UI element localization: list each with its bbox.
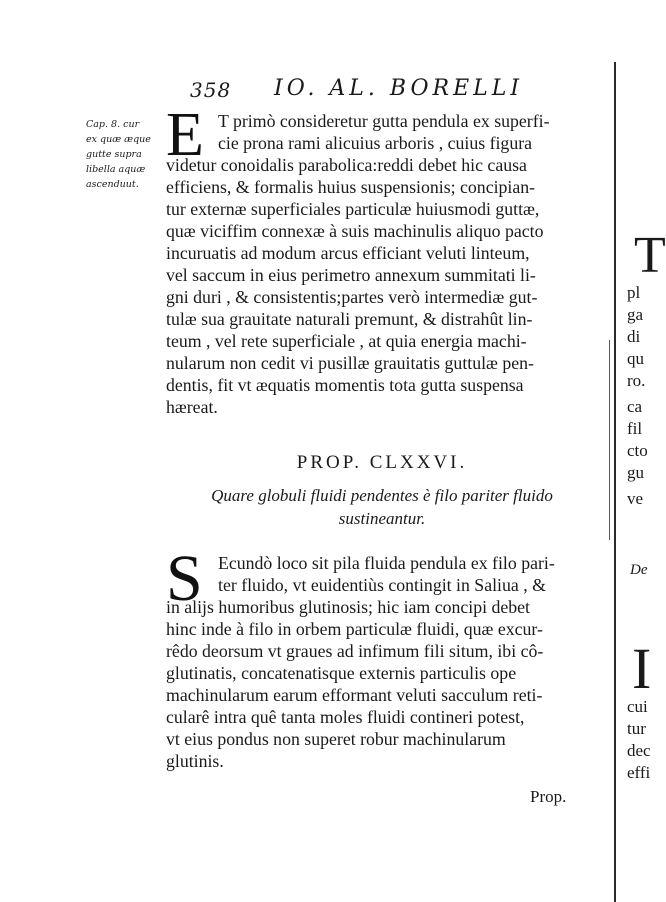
text-line: vt eius pondus non superet robur machinularum [166, 729, 506, 749]
drop-cap-s: S [166, 542, 203, 615]
catchword: Prop. [530, 787, 567, 806]
facing-fragment: di [627, 327, 641, 346]
text-line: incuruatis ad modum arcus efficiant veluti linteum, [166, 243, 530, 263]
text-line: quæ viciffim connexæ à suis machinulis aliquo pacto [166, 221, 544, 241]
facing-fragment: gu [627, 463, 644, 482]
marginal-note [86, 117, 162, 192]
text-line: efficiens, & formalis huius suspensionis; concipian- [166, 177, 536, 197]
facing-fragment: ve [627, 489, 644, 508]
text-line: videtur conoidalis parabolica:reddi debet hic causa [166, 155, 527, 175]
facing-drop-cap-t: T [634, 227, 666, 284]
text-line: rêdo deorsum vt graues ad infimum fili situm, ibi cô- [166, 641, 544, 661]
facing-fragment: pl [627, 283, 641, 302]
proposition-heading: PROP. CLXXVI. [296, 452, 468, 473]
text-line: T primò consideretur gutta pendula ex superfi- [218, 111, 550, 131]
drop-cap-e: E [166, 101, 204, 169]
text-line: cie prona rami alicuius arboris , cuius figura [218, 133, 533, 153]
running-title: IO. AL. BORELLI [274, 76, 524, 101]
text-line: vel saccum in eius perimetro annexum summitati li- [166, 265, 536, 285]
text-line: ter fluido, vt euidentiùs contingit in Saliua , & [218, 575, 546, 595]
text-line: hinc inde à filo in orbem particulæ fluidi, quæ excur- [166, 619, 543, 639]
text-line: cularê intra quê tanta moles fluidi contineri potest, [166, 707, 525, 727]
facing-fragment: qu [627, 349, 644, 368]
text-line: in alijs humoribus glutinosis; hic iam concipi debet [166, 597, 530, 617]
text-line: teum , vel rete superficiale , at quia energia machi- [166, 331, 527, 351]
text-line: tulæ sua grauitate naturali premunt, & distrahût lin- [166, 309, 533, 329]
proposition-subtitle [166, 484, 598, 530]
marginal-note-line: Cap. 8. cur [86, 119, 140, 130]
facing-drop-cap-i: I [632, 636, 652, 701]
facing-fragment: ro. [627, 371, 646, 390]
page-number: 358 [190, 78, 232, 102]
text-line: tur externæ superficiales particulæ huiusmodi guttæ, [166, 199, 540, 219]
facing-fragment: effi [627, 763, 651, 782]
subtitle-line: sustineantur. [338, 509, 426, 528]
paragraph-1 [166, 110, 598, 418]
text-line: glutinatis, concatenatisque externis particulis ope [166, 663, 517, 683]
facing-fragment: cto [627, 441, 648, 460]
marginal-note-line: libella aquæ [86, 164, 146, 175]
subtitle-line: Quare globuli fluidi pendentes è filo pariter fluido [211, 486, 553, 505]
facing-fragment: fil [627, 419, 643, 438]
facing-fragment: ga [627, 305, 644, 324]
text-line: gni duri , & consistentis;partes verò intermediæ gut- [166, 287, 538, 307]
paragraph-2 [166, 552, 598, 772]
marginal-note-line: gutte supra [86, 149, 142, 160]
marginal-note-line: ascenduut. [86, 179, 139, 190]
facing-fragment: dec [627, 741, 651, 760]
facing-fragment: cui [627, 697, 648, 716]
facing-fragment: tur [627, 719, 646, 738]
gutter-shadow [609, 340, 610, 540]
text-line: dentis, fit vt æquatis momentis tota gutta suspensa [166, 375, 524, 395]
text-line: Ecundò loco sit pila fluida pendula ex filo pari- [218, 553, 555, 573]
text-line: nularum non cedit vi pusillæ grauitatis guttulæ pen- [166, 353, 534, 373]
facing-fragment: ca [627, 397, 643, 416]
page-gutter [614, 62, 616, 902]
marginal-note-line: ex quæ æque [86, 134, 151, 145]
facing-italic-fragment: De [630, 562, 648, 578]
text-line: glutinis. [166, 751, 224, 771]
text-line: hæreat. [166, 397, 218, 417]
text-line: machinularum earum efformant veluti sacculum reti- [166, 685, 543, 705]
